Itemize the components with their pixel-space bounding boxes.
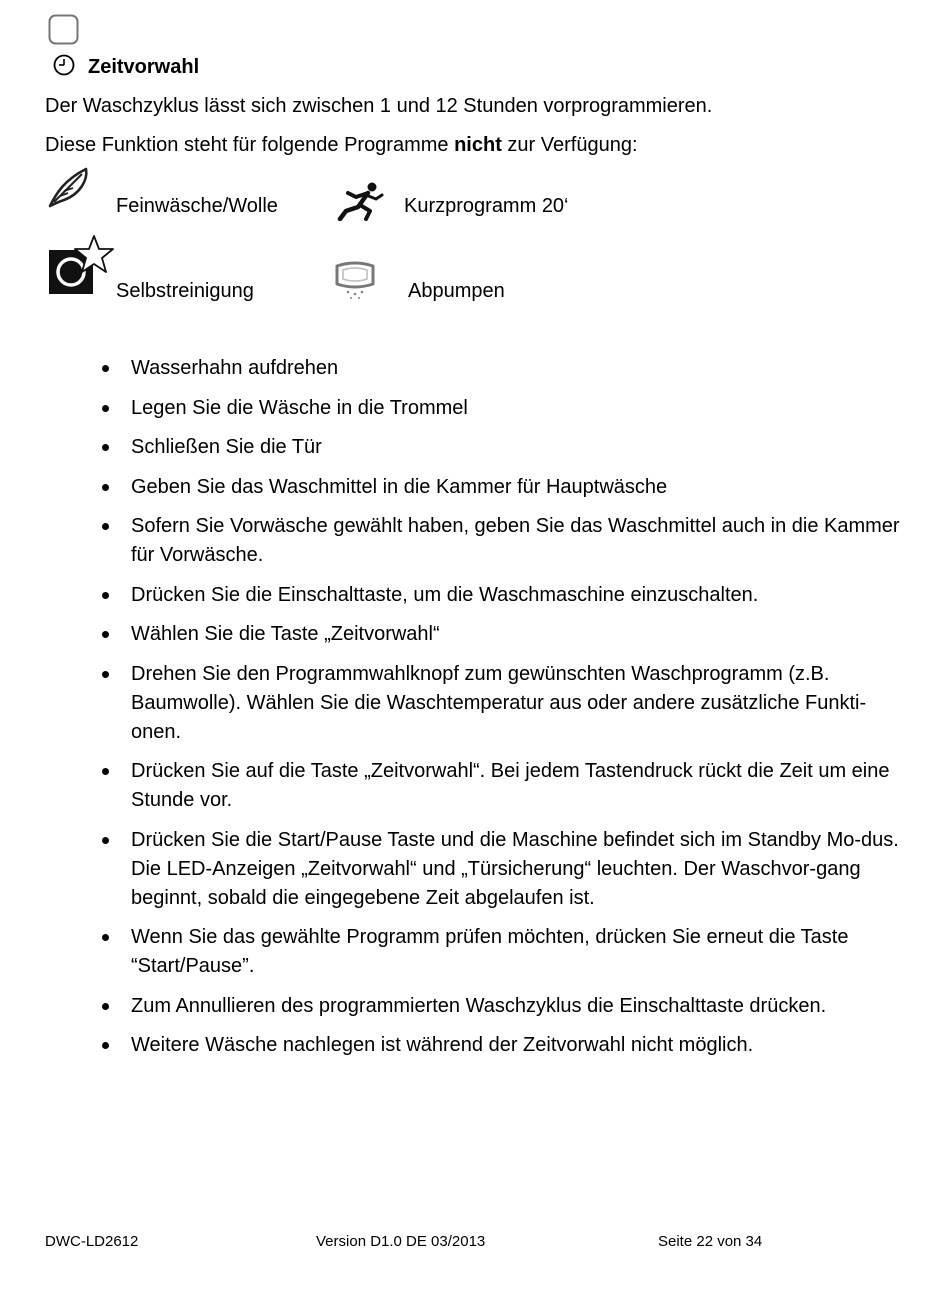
program-label-kurzprogramm: Kurzprogramm 20‘ [404, 195, 569, 217]
list-item [100, 660, 910, 747]
drain-pump-icon [332, 260, 378, 306]
list-item [100, 581, 910, 610]
step-text: Sofern Sie Vorwäsche gewählt haben, geben Sie das Waschmittel auch in die Kammer für Vorwäsche. [131, 515, 900, 566]
step-text: Legen Sie die Wäsche in die Trommel [131, 396, 468, 419]
list-item [100, 354, 910, 383]
list-item [100, 757, 910, 815]
bullet-icon [102, 444, 109, 451]
list-item [100, 923, 910, 981]
program-label-feinwaesche: Feinwäsche/Wolle [116, 195, 278, 217]
program-label-abpumpen: Abpumpen [408, 280, 505, 302]
intro-text: Der Waschzyklus lässt sich zwischen 1 und 12 Stunden vorprogrammieren. [45, 95, 713, 117]
not-available-text [45, 134, 638, 157]
button-frame-icon [48, 14, 78, 44]
step-text: Drücken Sie die Start/Pause Taste und die Maschine befindet sich im Standby Mo-dus. Die LED-Anzeigen „Zeitvorwahl“ und „Türsicherung“ leuchten. Der Waschvor-gang beginnt, sobald die eingegebene Zeit abgelaufen ist. [131, 828, 899, 909]
bullet-icon [102, 671, 109, 678]
steps-list [100, 354, 910, 1071]
step-text: Wählen Sie die Taste „Zeitvorwahl“ [131, 623, 440, 645]
step-text: Drücken Sie die Einschalttaste, um die Waschmaschine einzuschalten. [131, 583, 759, 606]
list-item [100, 433, 910, 462]
bullet-icon [102, 592, 109, 599]
footer-model: DWC-LD2612 [45, 1233, 139, 1250]
step-text: Weitere Wäsche nachlegen ist während der Zeitvorwahl nicht möglich. [131, 1034, 754, 1056]
list-item [100, 826, 910, 913]
step-text: Geben Sie das Waschmittel in die Kammer für Hauptwäsche [131, 475, 668, 498]
step-text: Schließen Sie die Tür [131, 436, 322, 458]
drum-clean-star-icon [48, 234, 116, 302]
bullet-icon [102, 365, 109, 372]
section-heading: Zeitvorwahl [88, 56, 200, 78]
not-available-suffix: zur Verfügung: [501, 134, 638, 156]
clock-icon [52, 53, 76, 77]
step-text: Wenn Sie das gewählte Programm prüfen möchten, drücken Sie erneut die Taste “Start/Pause”. [131, 926, 849, 977]
list-item [100, 473, 910, 502]
not-available-prefix: Diese Funktion steht für folgende Programme [45, 134, 455, 156]
step-text: Wasserhahn aufdrehen [131, 357, 339, 379]
step-text: Drücken Sie auf die Taste „Zeitvorwahl“. Bei jedem Tastendruck rückt die Zeit um eine Stunde vor. [131, 760, 890, 811]
list-item [100, 512, 910, 570]
footer-page-number: Seite 22 von 34 [658, 1233, 763, 1250]
list-item [100, 620, 910, 649]
footer-version: Version D1.0 DE 03/2013 [316, 1233, 486, 1250]
bullet-icon [102, 768, 109, 775]
bullet-icon [102, 1042, 109, 1049]
list-item [100, 992, 910, 1021]
step-text: Zum Annullieren des programmierten Waschzyklus die Einschalttaste drücken. [131, 994, 827, 1017]
list-item [100, 394, 910, 423]
bullet-icon [102, 405, 109, 412]
bullet-icon [102, 837, 109, 844]
bullet-icon [102, 934, 109, 941]
running-person-icon [336, 181, 384, 227]
bullet-icon [102, 484, 109, 491]
bullet-icon [102, 1003, 109, 1010]
not-available-bold: nicht [454, 134, 502, 156]
bullet-icon [102, 631, 109, 638]
step-text: Drehen Sie den Programmwahlknopf zum gewünschten Waschprogramm (z.B. Baumwolle). Wählen Sie die Waschtemperatur aus oder andere zusätzliche Funkti-onen. [131, 662, 867, 743]
program-label-selbstreinigung: Selbstreinigung [116, 280, 254, 302]
list-item [100, 1031, 910, 1060]
feather-icon [46, 166, 92, 218]
bullet-icon [102, 523, 109, 530]
